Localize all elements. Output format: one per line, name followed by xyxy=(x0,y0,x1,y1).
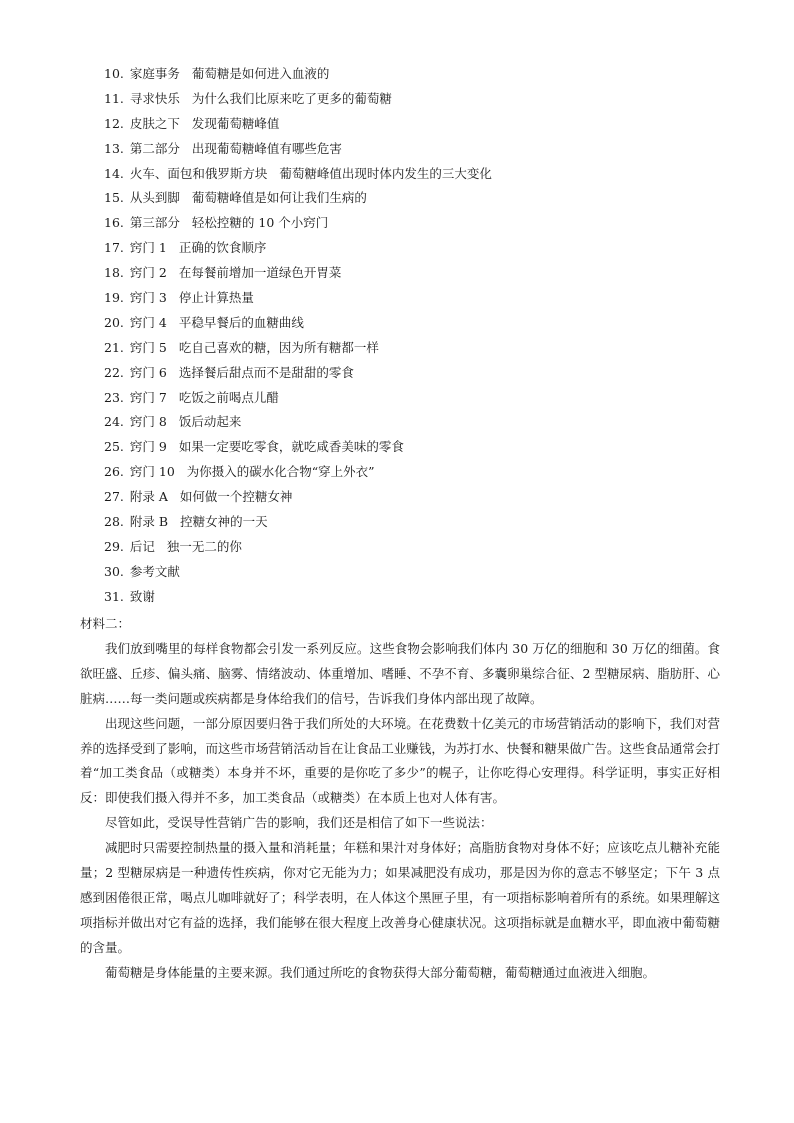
toc-item xyxy=(104,211,724,236)
toc-item-title: 如何做一个控糖女神 xyxy=(179,489,293,505)
toc-item-chapter: 后记 xyxy=(129,538,155,554)
toc-item xyxy=(104,535,724,560)
toc-item xyxy=(104,261,724,286)
toc-item-chapter: 附录 B xyxy=(129,514,169,530)
toc-item-title: 停止计算热量 xyxy=(178,290,254,306)
toc-item-chapter: 窍门 6 xyxy=(129,364,167,380)
toc-item xyxy=(104,112,724,137)
toc-item-number: 11. xyxy=(104,90,124,106)
toc-item-number: 22. xyxy=(104,364,124,380)
toc-item-chapter: 皮肤之下 xyxy=(129,115,180,131)
toc-item-chapter: 第二部分 xyxy=(129,140,180,156)
toc-item-number: 18. xyxy=(104,265,124,281)
toc-item-title: 正确的饮食顺序 xyxy=(178,240,267,256)
toc-item-chapter: 寻求快乐 xyxy=(129,90,180,106)
toc-item-number: 20. xyxy=(104,314,124,330)
toc-item-chapter: 窍门 5 xyxy=(129,339,167,355)
toc-item-number: 29. xyxy=(104,538,124,554)
toc-item-number: 27. xyxy=(104,489,124,505)
toc-item-title: 平稳早餐后的血糖曲线 xyxy=(178,314,304,330)
toc-item xyxy=(104,485,724,510)
toc-item-title: 出现葡萄糖峰值有哪些危害 xyxy=(191,140,342,156)
toc-item-title: 控糖女神的一天 xyxy=(180,514,268,530)
toc-item-number: 25. xyxy=(104,439,124,455)
toc-item-chapter: 窍门 4 xyxy=(129,314,167,330)
toc-item xyxy=(104,186,724,211)
toc-item-number: 16. xyxy=(104,215,124,231)
table-of-contents xyxy=(104,62,724,610)
toc-item-number: 17. xyxy=(104,240,124,256)
toc-item-chapter: 从头到脚 xyxy=(129,190,180,206)
toc-item-title: 发现葡萄糖峰值 xyxy=(191,115,280,131)
toc-item-chapter: 窍门 7 xyxy=(129,389,167,405)
toc-item-number: 24. xyxy=(104,414,124,430)
toc-item xyxy=(104,585,724,610)
toc-item-number: 30. xyxy=(104,563,124,579)
toc-item-chapter: 窍门 2 xyxy=(129,265,167,281)
toc-item xyxy=(104,510,724,535)
toc-item-chapter: 窍门 3 xyxy=(129,290,167,306)
toc-item xyxy=(104,386,724,411)
toc-item xyxy=(104,236,724,261)
toc-item-chapter: 致谢 xyxy=(129,588,155,604)
toc-item-title: 轻松控糖的 10 个小窍门 xyxy=(191,215,329,231)
toc-item-chapter: 火车、面包和俄罗斯方块 xyxy=(129,165,268,181)
paragraph: 我们放到嘴里的每样食物都会引发一系列反应。这些食物会影响我们体内 30 万亿的细胞和 30 万亿的细菌。食欲旺盛、丘疹、偏头痛、脑雾、情绪波动、体重增加、嗜睡、不孕不育、多囊卵巢综合征、2 型糖尿病、脂肪肝、心脏病……每一类问题或疾病都是身体给我们的信号，告诉我们身体内部出现了故障。 xyxy=(80,640,720,706)
toc-item-number: 23. xyxy=(104,389,124,405)
material-two-section xyxy=(80,612,720,986)
toc-item-chapter: 参考文献 xyxy=(129,563,180,579)
toc-item-chapter: 窍门 1 xyxy=(129,240,167,256)
toc-item xyxy=(104,162,724,187)
toc-item-title: 为什么我们比原来吃了更多的葡萄糖 xyxy=(191,90,392,106)
toc-item xyxy=(104,560,724,585)
paragraph: 尽管如此，受误导性营销广告的影响，我们还是相信了如下一些说法： xyxy=(105,815,493,831)
toc-item-number: 31. xyxy=(104,588,124,604)
toc-item xyxy=(104,286,724,311)
toc-item-chapter: 第三部分 xyxy=(129,215,180,231)
toc-item-title: 独一无二的你 xyxy=(166,538,242,554)
paragraph: 葡萄糖是身体能量的主要来源。我们通过所吃的食物获得大部分葡萄糖，葡萄糖通过血液进入细胞。 xyxy=(105,964,656,980)
paragraph: 出现这些问题，一部分原因要归咎于我们所处的大环境。在花费数十亿美元的市场营销活动的影响下，我们对营养的选择受到了影响，而这些市场营销活动旨在让食品工业赚钱，为苏打水、快餐和糖果做广告。这些食品通常会打着“加工类食品（或糖类）本身并不坏，重要的是你吃了多少”的幌子，让你吃得心安理得。科学证明，事实正好相反：即使我们摄入得并不多，加工类食品（或糖类）在本质上也对人体有害。 xyxy=(80,715,720,806)
toc-item-number: 12. xyxy=(104,115,124,131)
toc-item-title: 饭后动起来 xyxy=(178,414,242,430)
toc-item xyxy=(104,460,724,485)
toc-item xyxy=(104,336,724,361)
toc-item xyxy=(104,137,724,162)
toc-item-number: 13. xyxy=(104,140,124,156)
toc-item-title: 如果一定要吃零食，就吃咸香美味的零食 xyxy=(178,439,404,455)
toc-item-title: 葡萄糖峰值是如何让我们生病的 xyxy=(191,190,367,206)
toc-item-chapter: 附录 A xyxy=(129,489,168,505)
toc-item-number: 26. xyxy=(104,464,124,480)
toc-item-title: 为你摄入的碳水化合物“穿上外衣” xyxy=(186,464,375,480)
toc-item xyxy=(104,361,724,386)
toc-item-chapter: 窍门 9 xyxy=(129,439,167,455)
toc-item-number: 14. xyxy=(104,165,124,181)
toc-item-title: 葡萄糖是如何进入血液的 xyxy=(191,66,330,81)
toc-item-number: 19. xyxy=(104,290,124,306)
toc-item xyxy=(104,311,724,336)
toc-item xyxy=(104,435,724,460)
toc-item-title: 葡萄糖峰值出现时体内发生的三大变化 xyxy=(279,165,492,181)
toc-item-title: 在每餐前增加一道绿色开胃菜 xyxy=(178,265,342,281)
toc-item xyxy=(104,87,724,112)
toc-item xyxy=(104,62,724,87)
toc-item-title: 选择餐后甜点而不是甜甜的零食 xyxy=(178,364,354,380)
toc-item-title: 吃自己喜欢的糖，因为所有糖都一样 xyxy=(178,339,379,355)
toc-item-number: 28. xyxy=(104,514,124,530)
toc-item-number: 21. xyxy=(104,339,124,355)
material-label: 材料二： xyxy=(80,616,131,631)
toc-item xyxy=(104,410,724,435)
toc-item-number: 10. xyxy=(104,66,124,81)
toc-item-title: 吃饭之前喝点儿醋 xyxy=(178,389,279,405)
toc-item-chapter: 窍门 10 xyxy=(129,464,175,480)
toc-item-chapter: 窍门 8 xyxy=(129,414,167,430)
paragraph: 减肥时只需要控制热量的摄入量和消耗量；年糕和果汁对身体好；高脂肪食物对身体不好；应该吃点儿糖补充能量；2 型糖尿病是一种遗传性疾病，你对它无能为力；如果减肥没有成功，那是因为你的意志不够坚定；下午 3 点感到困倦很正常，喝点儿咖啡就好了；科学表明，在人体这个黑匣子里，有一项指标影响着所有的系统。如果理解这项指标并做出对它有益的选择，我们能够在很大程度上改善身心健康状况。这项指标就是血糖水平，即血液中葡萄糖的含量。 xyxy=(80,840,720,955)
toc-item-chapter: 家庭事务 xyxy=(129,66,180,81)
toc-item-number: 15. xyxy=(104,190,124,206)
